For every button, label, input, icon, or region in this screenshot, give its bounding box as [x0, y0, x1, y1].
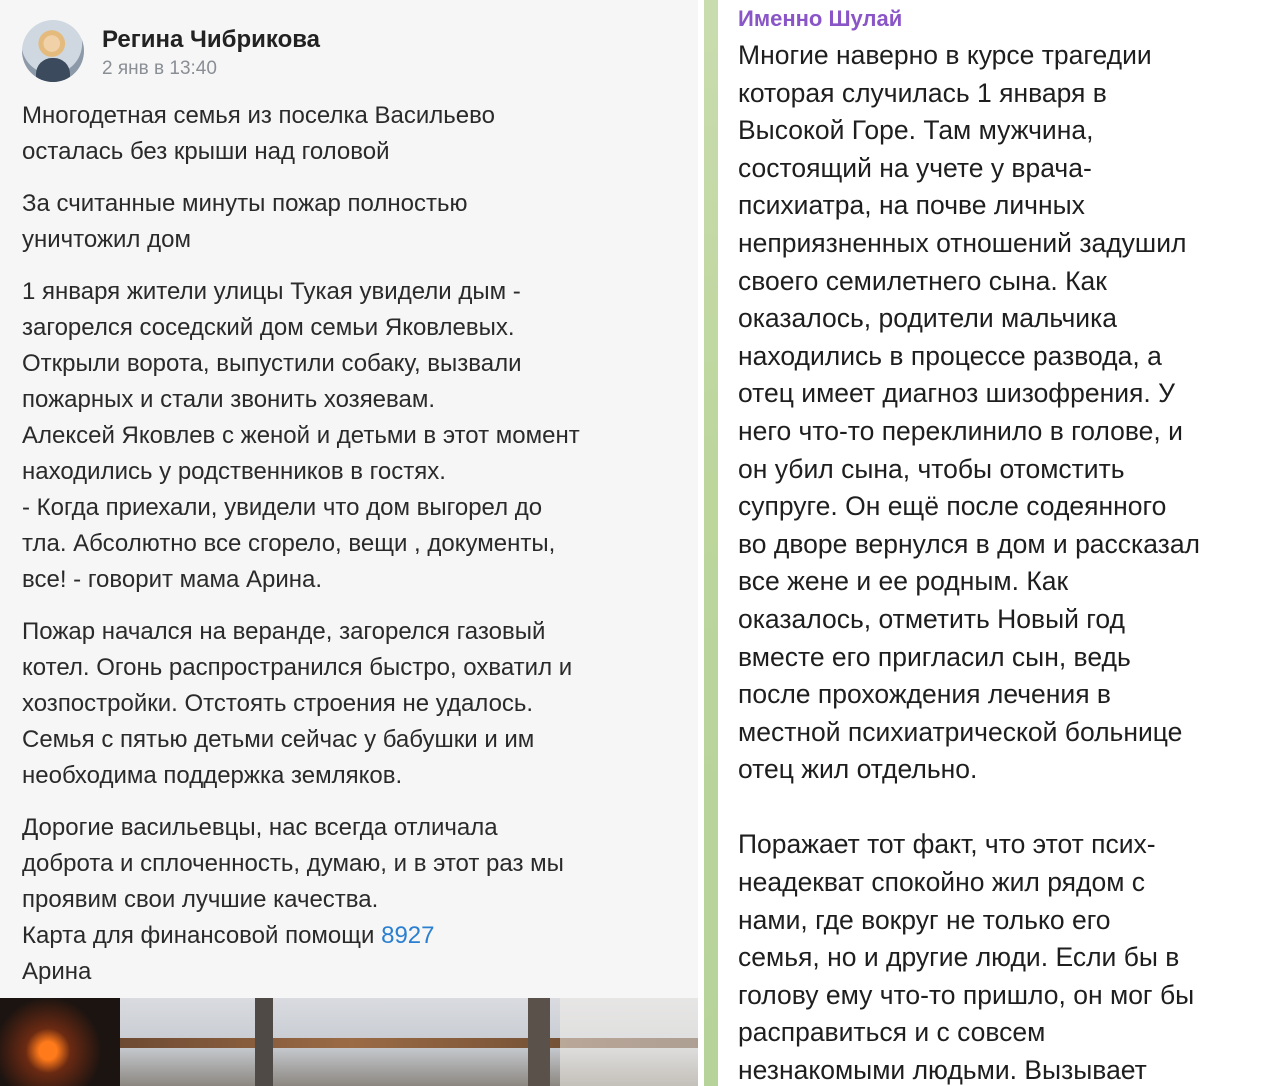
telegram-chat: [704, 0, 1280, 1086]
message-line: него что-то переклинило в голове, и: [738, 415, 1183, 446]
photo-post: [528, 998, 550, 1086]
message-line: незнакомыми людьми. Вызывает: [738, 1055, 1147, 1086]
post-line: За считанные минуты пожар полностью: [22, 190, 468, 217]
post-paragraph-2: [22, 186, 682, 258]
photo-background: [560, 998, 698, 1086]
message-line: оказалось, отметить Новый год: [738, 603, 1126, 634]
message-line: местной психиатрической больнице: [738, 716, 1183, 747]
message-line: супруге. Он ещё после содеянного: [738, 491, 1167, 522]
message-line: находились в процессе развода, а: [738, 340, 1162, 371]
card-number-link[interactable]: 8927: [381, 922, 435, 949]
post-line: необходима поддержка земляков.: [22, 762, 403, 789]
post-photo[interactable]: [0, 998, 698, 1086]
message-line: своего семилетнего сына. Как: [738, 265, 1107, 296]
photo-fire-area: [0, 998, 120, 1086]
post-line: Открыли ворота, выпустили собаку, вызвали: [22, 350, 522, 377]
message-line: Многие наверно в курсе трагедии: [738, 40, 1152, 70]
post-line: осталась без крыши над головой: [22, 138, 390, 165]
post-line: котел. Огонь распространился быстро, охватил и: [22, 654, 573, 681]
post-line: 1 января жители улицы Тукая увидели дым -: [22, 278, 521, 305]
post-line: Алексей Яковлев с женой и детьми в этот момент: [22, 422, 580, 449]
message-text: [738, 37, 1258, 1086]
post-line: все! - говорит мама Арина.: [22, 566, 323, 593]
message-line: нами, где вокруг не только его: [738, 904, 1111, 935]
post-paragraph-3: [22, 274, 682, 598]
message-line: Высокой Горе. Там мужчина,: [738, 115, 1094, 146]
card-holder: Арина: [22, 958, 92, 985]
post-line: проявим свои лучшие качества.: [22, 886, 379, 913]
message-line: после прохождения лечения в: [738, 679, 1111, 710]
message-line: все жене и ее родным. Как: [738, 566, 1069, 597]
message-line: неадекват спокойно жил рядом с: [738, 867, 1146, 898]
post-header: [22, 20, 682, 90]
card-line: [22, 918, 682, 954]
post-line: доброта и сплоченность, думаю, и в этот раз мы: [22, 850, 564, 877]
card-label: Карта для финансовой помощи: [22, 922, 382, 949]
post-paragraph-4: [22, 614, 682, 794]
post-line: Многодетная семья из поселка Васильево: [22, 102, 495, 129]
message-line: во дворе вернулся в дом и рассказал: [738, 528, 1201, 559]
post-paragraph-1: [22, 98, 682, 170]
post-line: пожарных и стали звонить хозяевам.: [22, 386, 436, 413]
post-paragraph-5: [22, 810, 682, 990]
post-line: находились у родственников в гостях.: [22, 458, 446, 485]
message-line: психиатра, на почве личных: [738, 190, 1085, 221]
message-line: семья, но и другие люди. Если бы в: [738, 942, 1180, 973]
message-line: расправиться и с совсем: [738, 1017, 1046, 1048]
message-line: оказалось, родители мальчика: [738, 303, 1117, 334]
message-line: которая случилась 1 января в: [738, 77, 1107, 108]
message-line: состоящий на учете у врача-: [738, 152, 1092, 183]
post-time[interactable]: 2 янв в 13:40: [102, 58, 217, 79]
post-text: [22, 98, 682, 1006]
author-name[interactable]: Регина Чибрикова: [102, 26, 321, 53]
post-line: - Когда приехали, увидели что дом выгорел до: [22, 494, 543, 521]
message-line: отец жил отдельно.: [738, 754, 978, 785]
message-line: голову ему что-то пришло, он мог бы: [738, 979, 1195, 1010]
channel-name[interactable]: Именно Шулай: [738, 6, 903, 31]
message-line: он убил сына, чтобы отомстить: [738, 453, 1125, 484]
post-line: загорелся соседский дом семьи Яковлевых.: [22, 314, 515, 341]
avatar[interactable]: [22, 20, 84, 82]
post-line: Семья с пятью детьми сейчас у бабушки и им: [22, 726, 535, 753]
message-line: неприязненных отношений задушил: [738, 227, 1187, 258]
photo-post: [255, 998, 273, 1086]
post-line: хозпостройки. Отстоять строения не удалось.: [22, 690, 534, 717]
message-line: Поражает тот факт, что этот псих-: [738, 829, 1156, 860]
post-line: уничтожил дом: [22, 226, 191, 253]
message-line: вместе его пригласил сын, ведь: [738, 641, 1131, 672]
post-line: тла. Абсолютно все сгорело, вещи , документы,: [22, 530, 556, 557]
message-paragraph-2: [738, 826, 1258, 1086]
message-line: отец имеет диагноз шизофрения. У: [738, 378, 1175, 409]
message-paragraph-1: [738, 37, 1258, 789]
post-line: Дорогие васильевцы, нас всегда отличала: [22, 814, 498, 841]
post-line: Пожар начался на веранде, загорелся газовый: [22, 618, 546, 645]
